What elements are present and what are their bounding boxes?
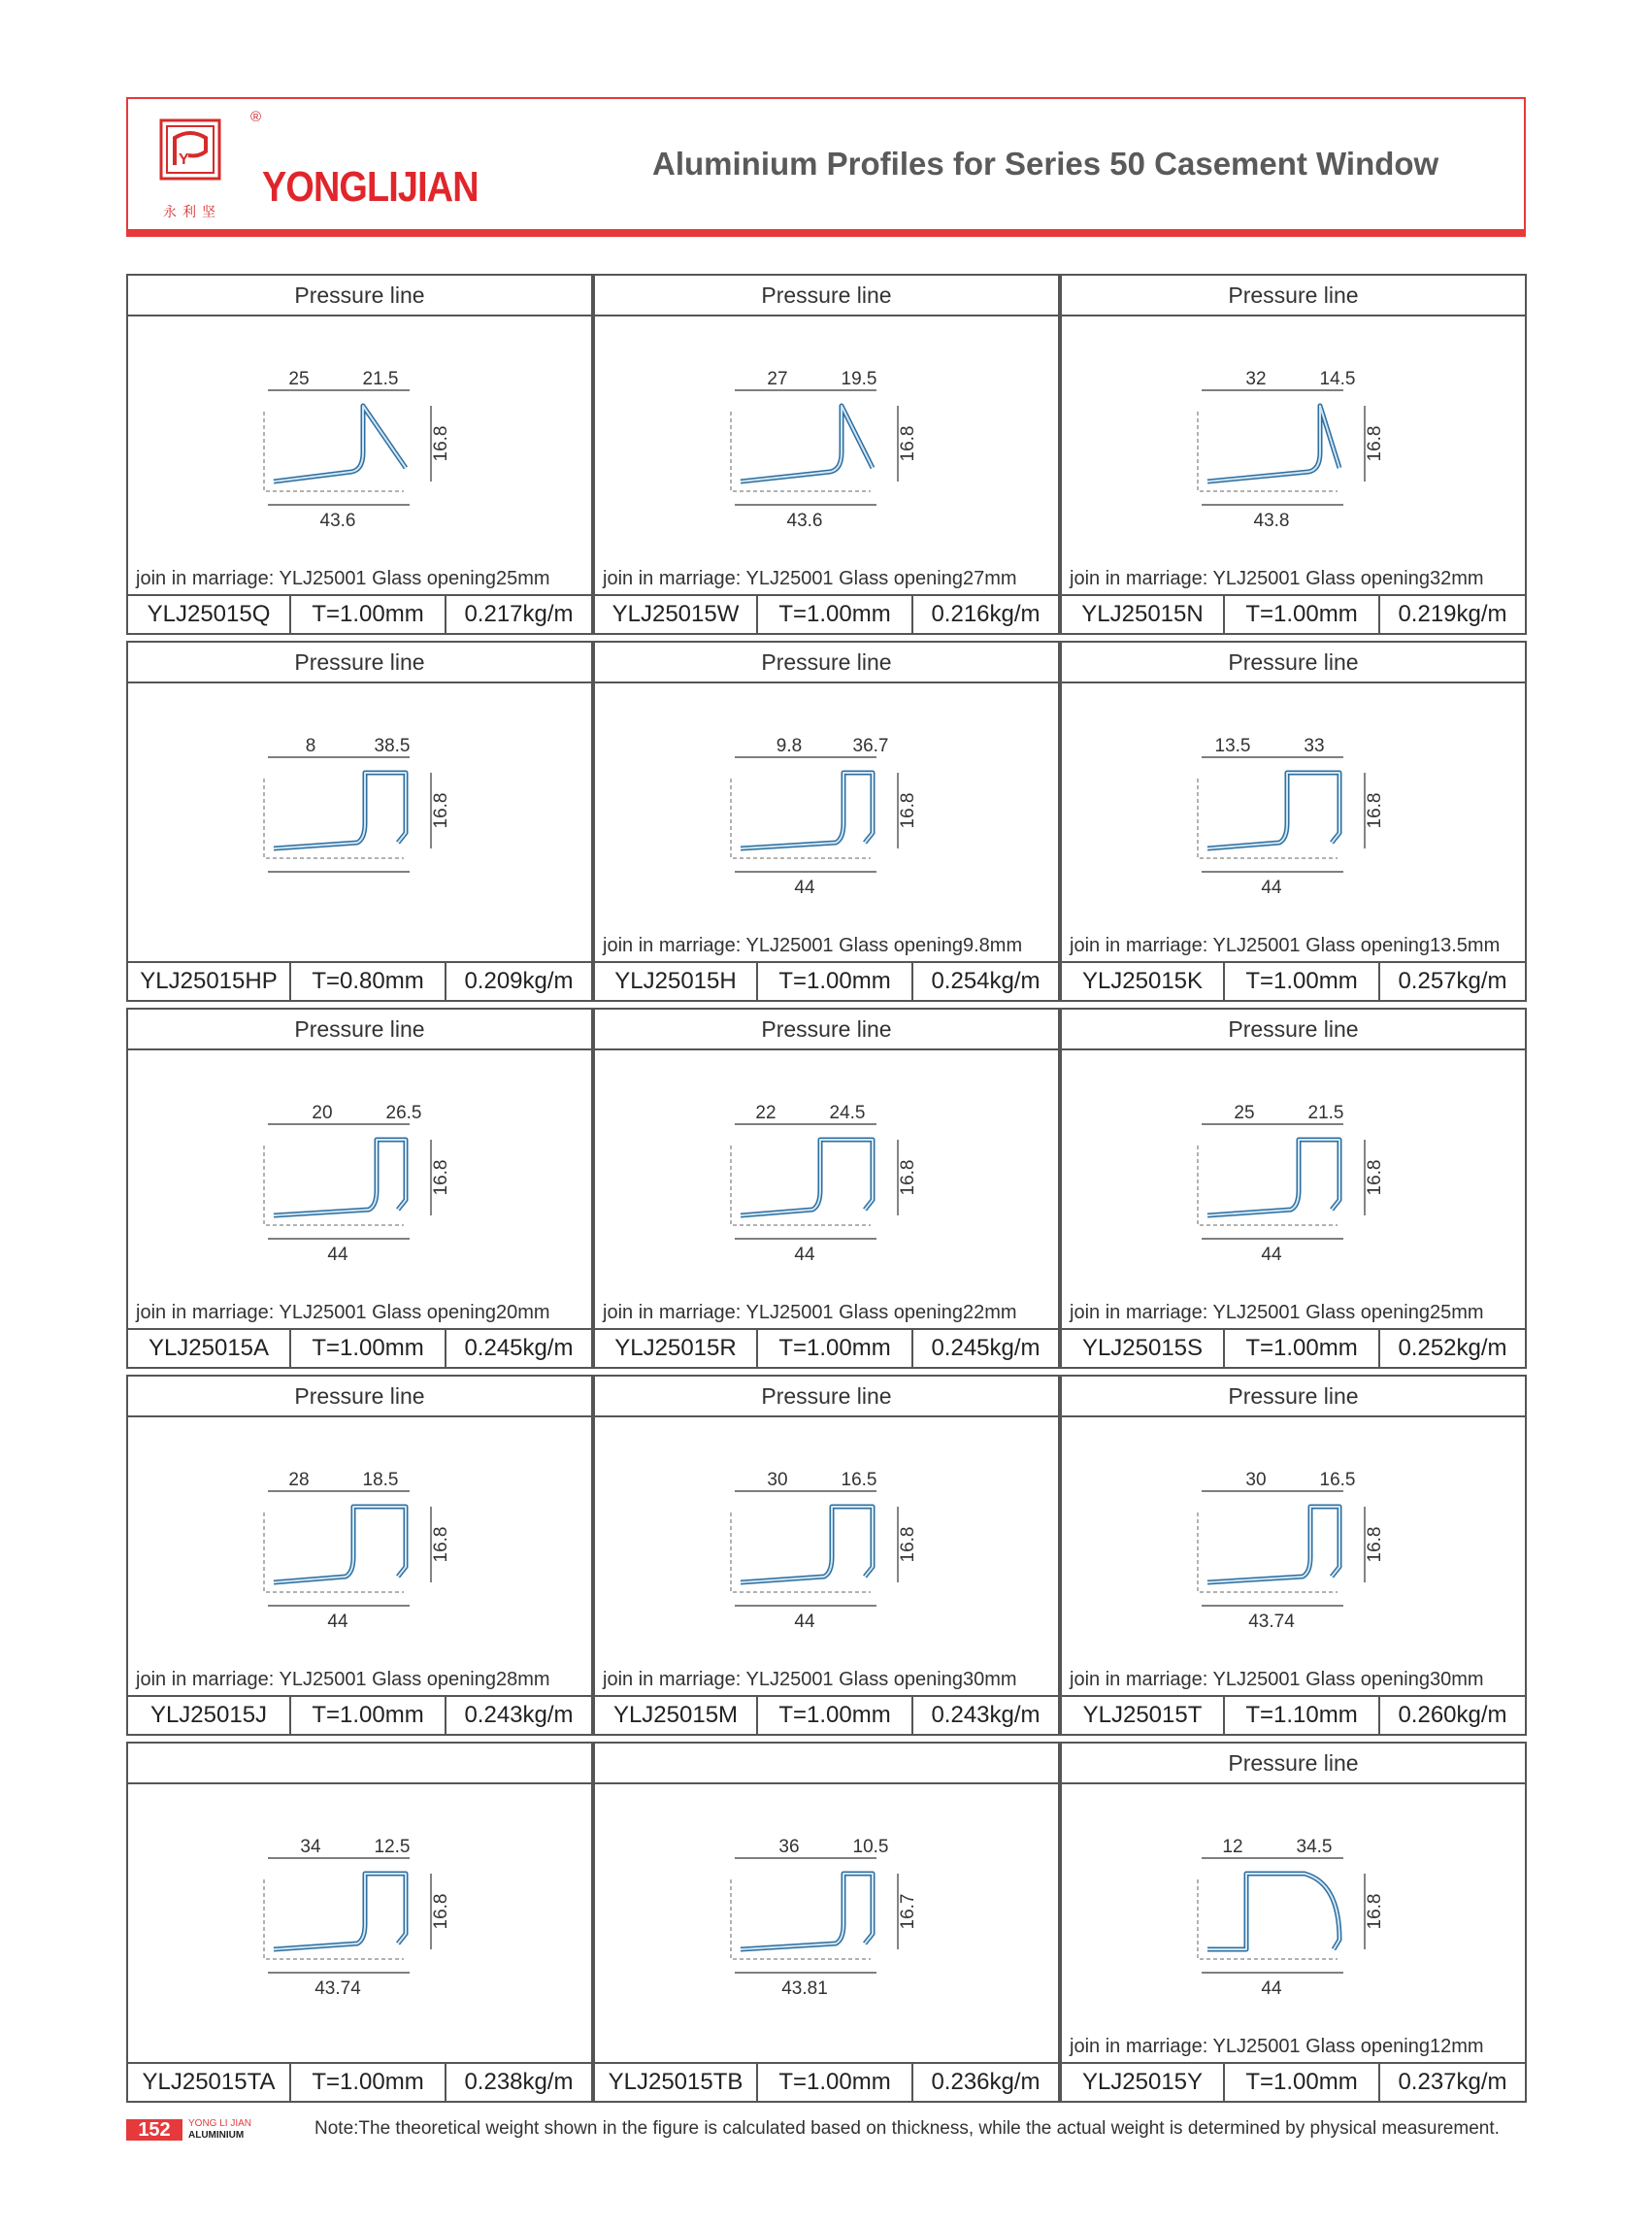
join-note: join in marriage: YLJ25001 Glass opening12mm	[1070, 2036, 1484, 2057]
thickness: T=1.00mm	[289, 1330, 445, 1367]
dim-a-label: 30	[767, 1470, 788, 1490]
thickness: T=1.00mm	[1223, 2064, 1378, 2101]
profile-cell	[1060, 1375, 1527, 1736]
spec-row	[128, 2062, 591, 2101]
dim-a-label: 32	[1245, 369, 1267, 389]
join-note: join in marriage: YLJ25001 Glass opening13.5mm	[1070, 935, 1501, 956]
pressure-line-header: Pressure line	[595, 276, 1058, 316]
weight: 0.254kg/m	[911, 963, 1058, 1000]
pressure-line-header: Pressure line	[1062, 1377, 1525, 1417]
weight: 0.209kg/m	[445, 963, 591, 1000]
profile-outline	[274, 1140, 406, 1215]
profile-drawing	[128, 1417, 595, 1662]
dim-height-label: 16.7	[898, 1893, 918, 1930]
profile-cell	[1060, 1742, 1527, 2103]
profile-drawing	[1062, 316, 1529, 561]
page-number: 152	[126, 2119, 182, 2141]
join-note: join in marriage: YLJ25001 Glass opening30mm	[1070, 1669, 1484, 1690]
profile-drawing	[1062, 1050, 1529, 1295]
thickness: T=1.00mm	[756, 596, 911, 633]
weight: 0.238kg/m	[445, 2064, 591, 2101]
thickness: T=1.00mm	[1223, 963, 1378, 1000]
dim-a-label: 12	[1222, 1837, 1243, 1857]
dim-b-label: 14.5	[1319, 369, 1356, 389]
profile-cell	[593, 641, 1060, 1002]
profile-cell	[1060, 1008, 1527, 1369]
profile-outline	[1207, 1874, 1339, 1949]
brand-logo-icon	[159, 118, 221, 192]
profile-outline	[741, 1507, 873, 1582]
dim-width-label: 44	[794, 1612, 815, 1632]
profile-inner-line	[1207, 1874, 1339, 1949]
join-note: join in marriage: YLJ25001 Glass opening30mm	[603, 1669, 1017, 1690]
join-note: join in marriage: YLJ25001 Glass opening25mm	[136, 568, 550, 589]
dim-a-label: 27	[767, 369, 788, 389]
profile-shape	[1198, 369, 1385, 531]
profile-inner-line	[741, 406, 873, 482]
footer-brand	[188, 2118, 251, 2142]
pressure-line-header: Pressure line	[128, 1010, 591, 1050]
profile-shape	[1198, 1103, 1385, 1265]
thickness: T=1.00mm	[756, 1697, 911, 1734]
profile-drawing	[595, 1050, 1062, 1295]
profile-inner-line	[741, 1507, 873, 1582]
spec-row	[595, 1695, 1058, 1734]
profile-outline	[274, 1874, 406, 1949]
join-note: join in marriage: YLJ25001 Glass opening22mm	[603, 1302, 1017, 1323]
dim-height-label: 16.8	[898, 1526, 918, 1563]
profile-outline	[1207, 1140, 1339, 1215]
profile-inner-line	[274, 1874, 406, 1949]
dim-width-label: 43.74	[1248, 1612, 1295, 1632]
profile-inner-line	[1207, 1507, 1339, 1582]
spec-row	[128, 1695, 591, 1734]
profile-row	[126, 641, 1526, 1008]
dim-width-label: 43.81	[781, 1978, 828, 1999]
profile-outline	[1207, 1507, 1339, 1582]
dim-b-label: 26.5	[385, 1103, 422, 1123]
pressure-line-header: Pressure line	[128, 643, 591, 683]
profile-code: YLJ25015N	[1081, 601, 1204, 627]
dim-height-label: 16.8	[1365, 425, 1385, 462]
dim-width-label: 44	[327, 1612, 348, 1632]
profile-outline	[274, 406, 406, 482]
profile-shape	[264, 1103, 451, 1265]
dim-height-label: 16.8	[431, 1526, 451, 1563]
join-note: join in marriage: YLJ25001 Glass opening32mm	[1070, 568, 1484, 589]
dim-b-label: 19.5	[841, 369, 877, 389]
weight: 0.260kg/m	[1378, 1697, 1525, 1734]
weight: 0.243kg/m	[445, 1697, 591, 1734]
join-note: join in marriage: YLJ25001 Glass opening25mm	[1070, 1302, 1484, 1323]
join-note: join in marriage: YLJ25001 Glass opening9.8mm	[603, 935, 1023, 956]
profile-code: YLJ25015R	[614, 1335, 737, 1361]
profile-drawing	[128, 1784, 595, 2029]
spec-row	[595, 961, 1058, 1000]
profile-outline	[274, 773, 406, 848]
profile-cell	[593, 274, 1060, 635]
dim-height-label: 16.8	[431, 792, 451, 829]
profile-inner-line	[741, 773, 873, 848]
dim-height-label: 16.8	[1365, 1159, 1385, 1196]
thickness: T=1.10mm	[1223, 1697, 1378, 1734]
thickness: T=0.80mm	[289, 963, 445, 1000]
profile-shape	[1198, 1470, 1385, 1632]
dim-b-label: 10.5	[852, 1837, 889, 1857]
thickness: T=1.00mm	[289, 2064, 445, 2101]
profile-inner-line	[274, 1140, 406, 1215]
pressure-line-header	[128, 1744, 591, 1784]
dim-width-label: 44	[794, 1245, 815, 1265]
weight: 0.243kg/m	[911, 1697, 1058, 1734]
spec-row	[128, 1328, 591, 1367]
brand-name: YONGLIJIAN	[262, 163, 479, 211]
footer-brand-line2: ALUMINIUM	[188, 2130, 245, 2141]
profile-code: YLJ25015TA	[142, 2069, 276, 2095]
dim-height-label: 16.8	[1365, 1526, 1385, 1563]
dim-b-label: 16.5	[1319, 1470, 1356, 1490]
dim-b-label: 24.5	[829, 1103, 866, 1123]
spec-row	[595, 1328, 1058, 1367]
dim-height-label: 16.8	[431, 1893, 451, 1930]
profile-shape	[1198, 736, 1385, 898]
profile-cell	[126, 274, 593, 635]
profile-drawing	[128, 316, 595, 561]
dim-width-label: 43.8	[1253, 511, 1290, 531]
profile-drawing	[1062, 683, 1529, 928]
thickness: T=1.00mm	[1223, 596, 1378, 633]
profile-code: YLJ25015TB	[608, 2069, 743, 2095]
profile-outline	[274, 1507, 406, 1582]
profile-shape	[731, 1470, 918, 1632]
dim-width-label: 43.74	[314, 1978, 361, 1999]
weight: 0.236kg/m	[911, 2064, 1058, 2101]
dim-b-label: 33	[1304, 736, 1325, 756]
profile-inner-line	[274, 773, 406, 848]
profile-row	[126, 1375, 1526, 1742]
spec-row	[128, 594, 591, 633]
profile-shape	[731, 1837, 918, 1999]
profile-inner-line	[274, 406, 406, 482]
dim-a-label: 13.5	[1214, 736, 1251, 756]
dim-a-label: 36	[778, 1837, 800, 1857]
profile-code: YLJ25015Y	[1081, 2069, 1204, 2095]
profile-drawing	[128, 683, 595, 928]
join-note: join in marriage: YLJ25001 Glass opening20mm	[136, 1302, 550, 1323]
dim-height-label: 16.8	[431, 425, 451, 462]
spec-row	[595, 594, 1058, 633]
dim-a-label: 30	[1245, 1470, 1267, 1490]
profile-code: YLJ25015A	[148, 1335, 270, 1361]
join-note: join in marriage: YLJ25001 Glass opening27mm	[603, 568, 1017, 589]
weight: 0.245kg/m	[445, 1330, 591, 1367]
profile-cell	[126, 1375, 593, 1736]
profile-outline	[741, 406, 873, 482]
profile-cell	[593, 1008, 1060, 1369]
profile-drawing	[1062, 1784, 1529, 2029]
weight: 0.252kg/m	[1378, 1330, 1525, 1367]
thickness: T=1.00mm	[289, 1697, 445, 1734]
profile-outline	[741, 1874, 873, 1949]
dim-b-label: 18.5	[362, 1470, 399, 1490]
brand-chinese-name: 永利坚	[163, 205, 221, 220]
dim-b-label: 16.5	[841, 1470, 877, 1490]
dim-width-label: 44	[1261, 1978, 1282, 1999]
dim-b-label: 21.5	[362, 369, 399, 389]
logo-letter: Y	[179, 151, 189, 168]
dim-height-label: 16.8	[898, 792, 918, 829]
pressure-line-header: Pressure line	[595, 643, 1058, 683]
profile-drawing	[595, 1417, 1062, 1662]
dim-a-label: 22	[755, 1103, 776, 1123]
profile-code: YLJ25015J	[149, 1702, 268, 1728]
profile-row	[126, 1008, 1526, 1375]
footer-brand-line1: YONG LI JIAN	[188, 2118, 252, 2129]
profile-row	[126, 1742, 1526, 2109]
spec-row	[1062, 594, 1525, 633]
profile-drawing	[128, 1050, 595, 1295]
dim-a-label: 8	[305, 736, 316, 756]
profile-row	[126, 274, 1526, 641]
registered-mark: ®	[250, 109, 262, 125]
profile-cell	[126, 1008, 593, 1369]
dim-a-label: 34	[300, 1837, 321, 1857]
dim-height-label: 16.8	[431, 1159, 451, 1196]
profile-outline	[1207, 773, 1339, 848]
spec-row	[1062, 1695, 1525, 1734]
dim-a-label: 20	[312, 1103, 333, 1123]
profile-inner-line	[741, 1874, 873, 1949]
weight: 0.245kg/m	[911, 1330, 1058, 1367]
dim-height-label: 16.8	[1365, 792, 1385, 829]
dim-a-label: 28	[288, 1470, 310, 1490]
dim-b-label: 36.7	[852, 736, 889, 756]
dim-width-label: 43.6	[786, 511, 823, 531]
thickness: T=1.00mm	[756, 1330, 911, 1367]
header-accent-bar	[126, 229, 1526, 237]
pressure-line-header: Pressure line	[1062, 1010, 1525, 1050]
profile-code: YLJ25015K	[1081, 968, 1204, 994]
thickness: T=1.00mm	[756, 2064, 911, 2101]
profile-shape	[264, 369, 451, 531]
thickness: T=1.00mm	[289, 596, 445, 633]
weight: 0.237kg/m	[1378, 2064, 1525, 2101]
dim-height-label: 16.8	[898, 1159, 918, 1196]
profile-inner-line	[1207, 773, 1339, 848]
dim-b-label: 21.5	[1307, 1103, 1344, 1123]
profile-code: YLJ25015HP	[140, 968, 278, 994]
profile-inner-line	[1207, 1140, 1339, 1215]
profile-code: YLJ25015S	[1081, 1335, 1204, 1361]
page-title: Aluminium Profiles for Series 50 Casement Window	[652, 146, 1439, 182]
dim-width-label: 44	[1261, 1245, 1282, 1265]
profile-shape	[264, 1837, 451, 1999]
thickness: T=1.00mm	[1223, 1330, 1378, 1367]
profile-drawing	[595, 683, 1062, 928]
dim-height-label: 16.8	[1365, 1893, 1385, 1930]
profile-cell	[593, 1742, 1060, 2103]
spec-row	[595, 2062, 1058, 2101]
profile-cell	[1060, 274, 1527, 635]
dim-width-label: 44	[1261, 878, 1282, 898]
profile-shape	[264, 1470, 451, 1632]
profile-cell	[126, 1742, 593, 2103]
profile-inner-line	[274, 1507, 406, 1582]
profile-code: YLJ25015H	[614, 968, 737, 994]
profile-drawing	[595, 316, 1062, 561]
profile-grid	[126, 274, 1526, 2109]
dim-a-label: 25	[288, 369, 310, 389]
profile-inner-line	[741, 1140, 873, 1215]
pressure-line-header: Pressure line	[595, 1377, 1058, 1417]
dim-height-label: 16.8	[898, 425, 918, 462]
pressure-line-header: Pressure line	[1062, 643, 1525, 683]
profile-outline	[741, 773, 873, 848]
profile-shape	[1198, 1837, 1385, 1999]
profile-shape	[731, 1103, 918, 1265]
profile-code: YLJ25015T	[1082, 1702, 1203, 1728]
pressure-line-header	[595, 1744, 1058, 1784]
profile-drawing	[1062, 1417, 1529, 1662]
profile-code: YLJ25015Q	[147, 601, 271, 627]
profile-shape	[264, 736, 451, 872]
dim-width-label: 44	[327, 1245, 348, 1265]
weight: 0.257kg/m	[1378, 963, 1525, 1000]
dim-a-label: 25	[1234, 1103, 1255, 1123]
spec-row	[1062, 1328, 1525, 1367]
dim-width-label: 44	[794, 878, 815, 898]
profile-cell	[1060, 641, 1527, 1002]
dim-b-label: 34.5	[1296, 1837, 1333, 1857]
pressure-line-header: Pressure line	[1062, 1744, 1525, 1784]
profile-drawing	[595, 1784, 1062, 2029]
profile-cell	[126, 641, 593, 1002]
spec-row	[1062, 2062, 1525, 2101]
profile-code: YLJ25015M	[612, 1702, 739, 1728]
profile-cell	[593, 1375, 1060, 1736]
profile-shape	[731, 736, 918, 898]
pressure-line-header: Pressure line	[595, 1010, 1058, 1050]
weight: 0.217kg/m	[445, 596, 591, 633]
footer-note: Note:The theoretical weight shown in the figure is calculated based on thickness, while the actual weight is determined by physical measurement.	[314, 2118, 1500, 2139]
weight: 0.216kg/m	[911, 596, 1058, 633]
spec-row	[128, 961, 591, 1000]
weight: 0.219kg/m	[1378, 596, 1525, 633]
pressure-line-header: Pressure line	[128, 1377, 591, 1417]
dim-b-label: 12.5	[374, 1837, 411, 1857]
profile-code: YLJ25015W	[611, 601, 740, 627]
thickness: T=1.00mm	[756, 963, 911, 1000]
spec-row	[1062, 961, 1525, 1000]
pressure-line-header: Pressure line	[128, 276, 591, 316]
profile-inner-line	[1207, 406, 1339, 482]
dim-width-label: 43.6	[319, 511, 356, 531]
join-note: join in marriage: YLJ25001 Glass opening28mm	[136, 1669, 550, 1690]
dim-b-label: 38.5	[374, 736, 411, 756]
profile-shape	[731, 369, 918, 531]
pressure-line-header: Pressure line	[1062, 276, 1525, 316]
profile-outline	[741, 1140, 873, 1215]
dim-a-label: 9.8	[776, 736, 803, 756]
